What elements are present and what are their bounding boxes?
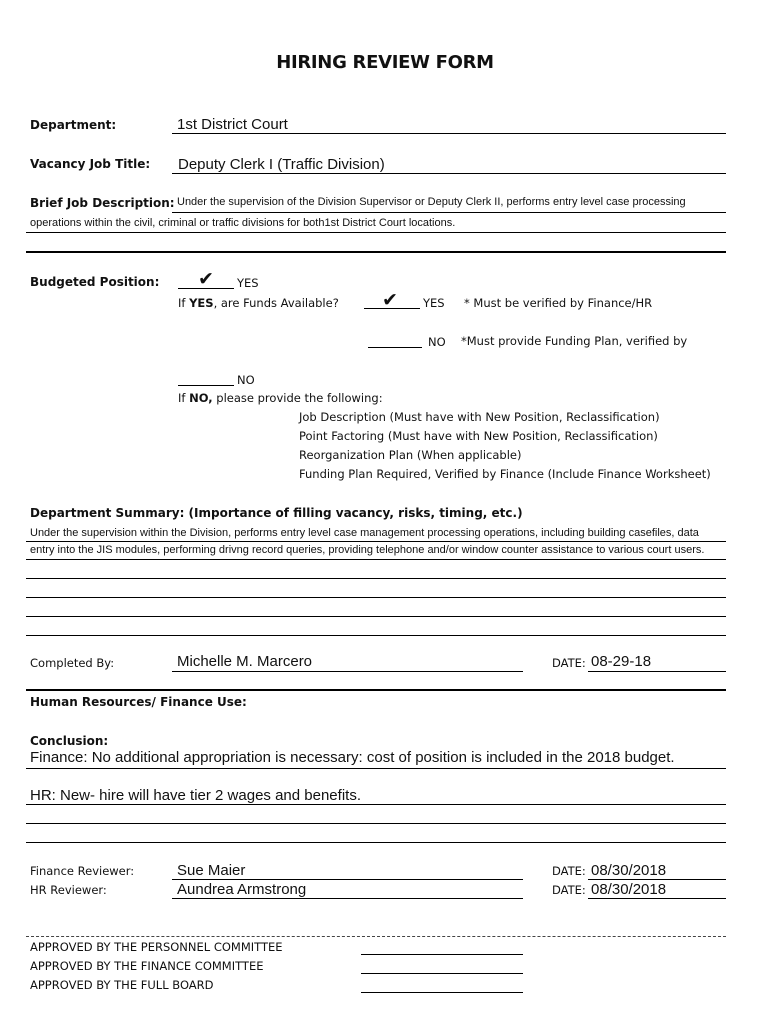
budgeted-position-label: Budgeted Position: [30,275,160,289]
department-summary-label: Department Summary: (Importance of filling vacancy, risks, timing, etc.) [30,506,523,520]
conclusion-label: Conclusion: [30,734,109,748]
page-title: HIRING REVIEW FORM [276,52,494,73]
brief-underline-2 [26,232,726,233]
summary-underline-6 [26,635,726,636]
hr-date-underline [588,898,726,899]
conclusion-finance: Finance: No additional appropriation is necessary: cost of position is included in the 2018 budget. [30,749,675,766]
requirement-item: Point Factoring (Must have with New Position, Reclassification) [299,429,658,443]
summary-underline-2 [26,559,726,560]
completed-by-label: Completed By: [30,656,115,670]
conclusion-hr: HR: New- hire will have tier 2 wages and benefits. [30,787,361,804]
approval-board-label: APPROVED BY THE FULL BOARD [30,978,214,992]
section-divider [26,689,726,691]
if-no-instruction: If NO, please provide the following: [178,391,383,405]
funds-yes-label: YES [423,296,445,310]
funds-question: If YES, are Funds Available? [178,296,339,310]
conclusion-underline-1 [26,768,726,769]
summary-underline-3 [26,578,726,579]
checkmark-icon: ✔ [198,268,214,290]
hr-reviewer-underline [172,898,523,899]
hr-finance-section-title: Human Resources/ Finance Use: [30,695,247,709]
hr-date-label: DATE: [552,883,586,897]
approval-finance-line[interactable] [361,973,523,974]
finance-date-value: 08/30/2018 [591,862,667,879]
conclusion-underline-2 [26,804,726,805]
finance-date-label: DATE: [552,864,586,878]
requirement-item: Funding Plan Required, Verified by Finance (Include Finance Worksheet) [299,467,711,481]
summary-underline-1 [26,541,726,542]
vacancy-label: Vacancy Job Title: [30,157,151,171]
finance-date-underline [588,879,726,880]
funds-no-note: *Must provide Funding Plan, verified by [461,334,688,348]
completed-by-value: Michelle M. Marcero [177,653,313,670]
brief-description-line1: Under the supervision of the Division Supervisor or Deputy Clerk II, performs entry level case processing [177,196,686,208]
completed-date-underline [588,671,726,672]
budgeted-yes-blank[interactable] [178,268,234,290]
completed-date-value: 08-29-18 [591,653,652,670]
hr-reviewer-name: Aundrea Armstrong [177,881,307,898]
finance-reviewer-name: Sue Maier [177,862,246,879]
requirement-item: Reorganization Plan (When applicable) [299,448,522,462]
approval-personnel-line[interactable] [361,954,523,955]
summary-underline-4 [26,597,726,598]
approval-personnel-label: APPROVED BY THE PERSONNEL COMMITTEE [30,940,283,954]
department-underline [172,133,726,134]
vacancy-value: Deputy Clerk I (Traffic Division) [178,156,385,173]
finance-reviewer-label: Finance Reviewer: [30,864,135,878]
department-value: 1st District Court [177,116,288,133]
budgeted-no-label: NO [237,373,255,387]
summary-line1: Under the supervision within the Division, performs entry level case management processing operations, including building casefiles, data [30,527,699,539]
brief-description-line2: operations within the civil, criminal or traffic divisions for both1st District Court locations. [30,217,456,229]
budgeted-no-blank[interactable] [178,373,234,386]
funds-no-blank[interactable] [368,335,422,348]
finance-reviewer-underline [172,879,523,880]
approval-finance-label: APPROVED BY THE FINANCE COMMITTEE [30,959,264,973]
vacancy-underline [172,173,726,174]
summary-underline-5 [26,616,726,617]
funds-yes-blank[interactable] [364,289,420,311]
brief-underline-1 [172,212,726,213]
brief-description-label: Brief Job Description: [30,196,175,210]
conclusion-underline-3 [26,823,726,824]
conclusion-underline-4 [26,842,726,843]
requirement-item: Job Description (Must have with New Position, Reclassification) [299,410,660,424]
checkmark-icon: ✔ [382,289,398,311]
approvals-divider [26,936,726,937]
budgeted-yes-label: YES [237,276,259,290]
funds-no-label: NO [428,335,446,349]
completed-by-underline [172,671,523,672]
completed-date-label: DATE: [552,656,586,670]
summary-line2: entry into the JIS modules, performing drivng record queries, providing telephone and/or window counter assistance to various court users. [30,544,705,556]
funds-yes-note: * Must be verified by Finance/HR [464,296,653,310]
hr-reviewer-label: HR Reviewer: [30,883,107,897]
brief-underline-3 [26,251,726,253]
department-label: Department: [30,118,117,132]
hr-date-value: 08/30/2018 [591,881,667,898]
approval-board-line[interactable] [361,992,523,993]
